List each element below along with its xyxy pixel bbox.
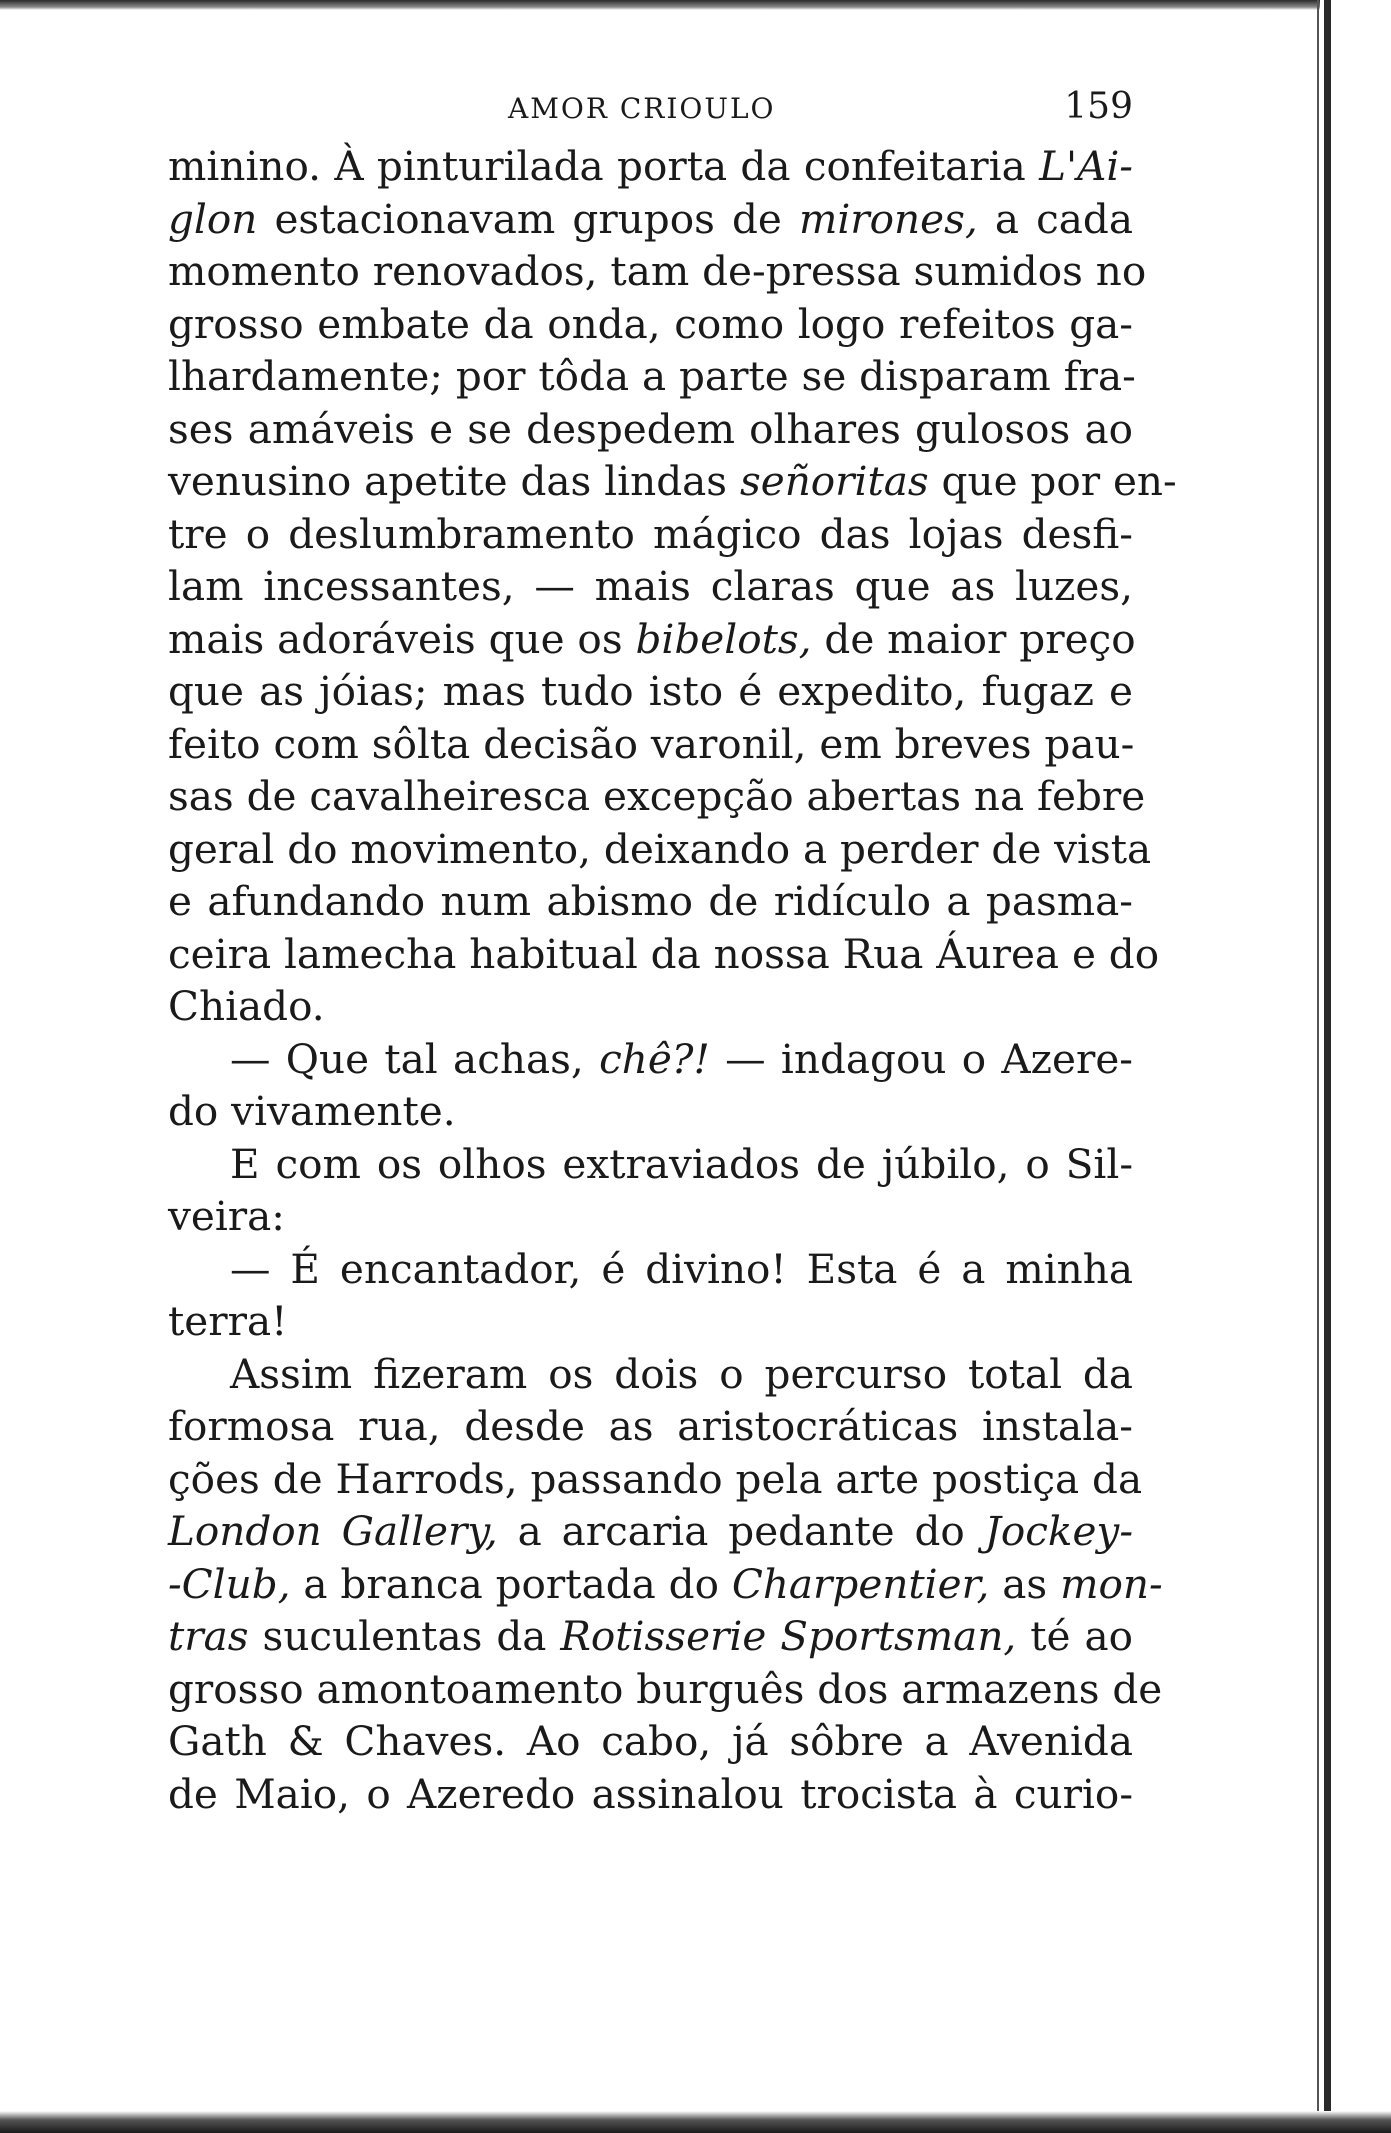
text-run: Assim fizeram os dois o percurso total da [230, 1349, 1133, 1398]
text-run: a branca portada do [290, 1559, 732, 1608]
text-line [168, 1715, 1133, 1768]
text-run: ceira lamecha habitual da nossa Rua Áurea e do [168, 929, 1160, 978]
right-border-rule [1324, 0, 1331, 2133]
text-line [168, 1190, 1133, 1243]
text-run: estacionavam grupos de [257, 194, 799, 243]
text-line [168, 455, 1177, 508]
text-run: ses amáveis e se despedem olhares gulosos ao [168, 404, 1133, 453]
text-run: suculentas da [248, 1612, 561, 1660]
text-line [168, 1505, 1133, 1558]
text-line [168, 1348, 1133, 1401]
text-run: veira: [168, 1192, 285, 1240]
italic-text: señoritas [739, 457, 929, 505]
text-run: sas de cavalheiresca excepção abertas na febre [168, 772, 1146, 820]
text-line [168, 193, 1133, 246]
text-run: Chiado. [168, 982, 325, 1030]
text-line [168, 560, 1133, 613]
italic-text: bibelots, [635, 614, 812, 663]
italic-text: Rotisserie Sportsman, [560, 1612, 1017, 1660]
text-run: as [989, 1559, 1061, 1608]
text-run: ções de Harrods, passando pela arte postiça da [168, 1454, 1143, 1503]
text-run: — Que tal achas, [230, 1034, 600, 1083]
text-line [168, 928, 1160, 981]
text-run: grosso amontoamento burguês dos armazens de [168, 1664, 1163, 1713]
text-run: — indagou o Azere- [709, 1034, 1133, 1083]
text-run: té ao [1016, 1612, 1133, 1660]
italic-text: tras [168, 1612, 249, 1660]
text-line [168, 1610, 1133, 1663]
text-body [168, 140, 1177, 1820]
italic-text: Charpentier, [731, 1559, 990, 1608]
text-line [168, 875, 1133, 928]
text-line [168, 1558, 1163, 1611]
text-run: do vivamente. [168, 1087, 456, 1135]
top-border-rule [0, 0, 1320, 10]
book-page [168, 80, 1177, 1820]
text-line [168, 1085, 1133, 1138]
text-run: venusino apetite das lindas [168, 457, 740, 505]
text-run: mais adoráveis que os [168, 614, 636, 663]
page-number: 159 [1064, 86, 1133, 127]
text-run: que por en- [928, 457, 1177, 505]
text-line [168, 665, 1133, 718]
text-run: Gath & Chaves. Ao cabo, já sôbre a Avenida [168, 1717, 1133, 1765]
italic-text: glon [168, 194, 258, 243]
italic-text: L'Ai- [1039, 142, 1133, 190]
text-line [168, 613, 1136, 666]
bottom-border-rule [0, 2111, 1391, 2133]
italic-text: chê?! [599, 1034, 710, 1083]
text-run: e afundando num abismo de ridículo a pasma- [168, 877, 1133, 925]
running-head [168, 80, 1133, 140]
text-run: lam incessantes, — mais claras que as luzes, [168, 562, 1133, 610]
text-run: — É encantador, é divino! Esta é a minha [230, 1244, 1133, 1293]
text-line [168, 1033, 1133, 1086]
italic-text: mirones, [798, 194, 978, 243]
text-run: minino. À pinturilada porta da confeitaria [168, 142, 1040, 190]
text-line [168, 718, 1133, 771]
text-line [168, 1663, 1163, 1716]
text-line [168, 140, 1133, 193]
text-run: grosso embate da onda, como logo refeitos ga- [168, 299, 1133, 348]
italic-text: London Gallery, [168, 1507, 498, 1555]
italic-text: Jockey- [984, 1507, 1133, 1555]
text-line [168, 1138, 1133, 1191]
text-run: a cada [977, 194, 1134, 243]
text-line [168, 1453, 1143, 1506]
text-run: E com os olhos extraviados de júbilo, o Sil- [230, 1139, 1133, 1188]
text-line [168, 350, 1136, 403]
text-run: formosa rua, desde as aristocráticas instala- [168, 1402, 1133, 1450]
text-line [168, 298, 1133, 351]
text-line [168, 403, 1133, 456]
text-run: momento renovados, tam de-pressa sumidos no [168, 247, 1147, 295]
text-run: lhardamente; por tôda a parte se disparam fra- [168, 352, 1136, 400]
text-run: terra! [168, 1297, 288, 1345]
text-line [168, 1768, 1133, 1821]
italic-text: -Club, [168, 1559, 291, 1608]
italic-text: mon- [1060, 1559, 1163, 1608]
text-run: geral do movimento, deixando a perder de vista [168, 824, 1152, 873]
text-run: feito com sôlta decisão varonil, em breves pau- [168, 719, 1135, 768]
text-run: tre o deslumbramento mágico das lojas desfi- [168, 509, 1133, 558]
text-run: de Maio, o Azeredo assinalou trocista à curio- [168, 1769, 1133, 1818]
text-run: de maior preço [811, 614, 1136, 663]
running-title: AMOR CRIOULO [508, 92, 776, 125]
text-line [168, 245, 1147, 298]
right-border-rule-thin [1317, 0, 1319, 2133]
text-line [168, 508, 1133, 561]
text-line [168, 1400, 1133, 1453]
text-line [168, 1243, 1133, 1296]
text-line [168, 823, 1152, 876]
text-run: que as jóias; mas tudo isto é expedito, fugaz e [168, 667, 1133, 715]
text-line [168, 980, 1133, 1033]
text-run: a arcaria pedante do [497, 1507, 985, 1555]
text-line [168, 1295, 1133, 1348]
text-line [168, 770, 1146, 823]
